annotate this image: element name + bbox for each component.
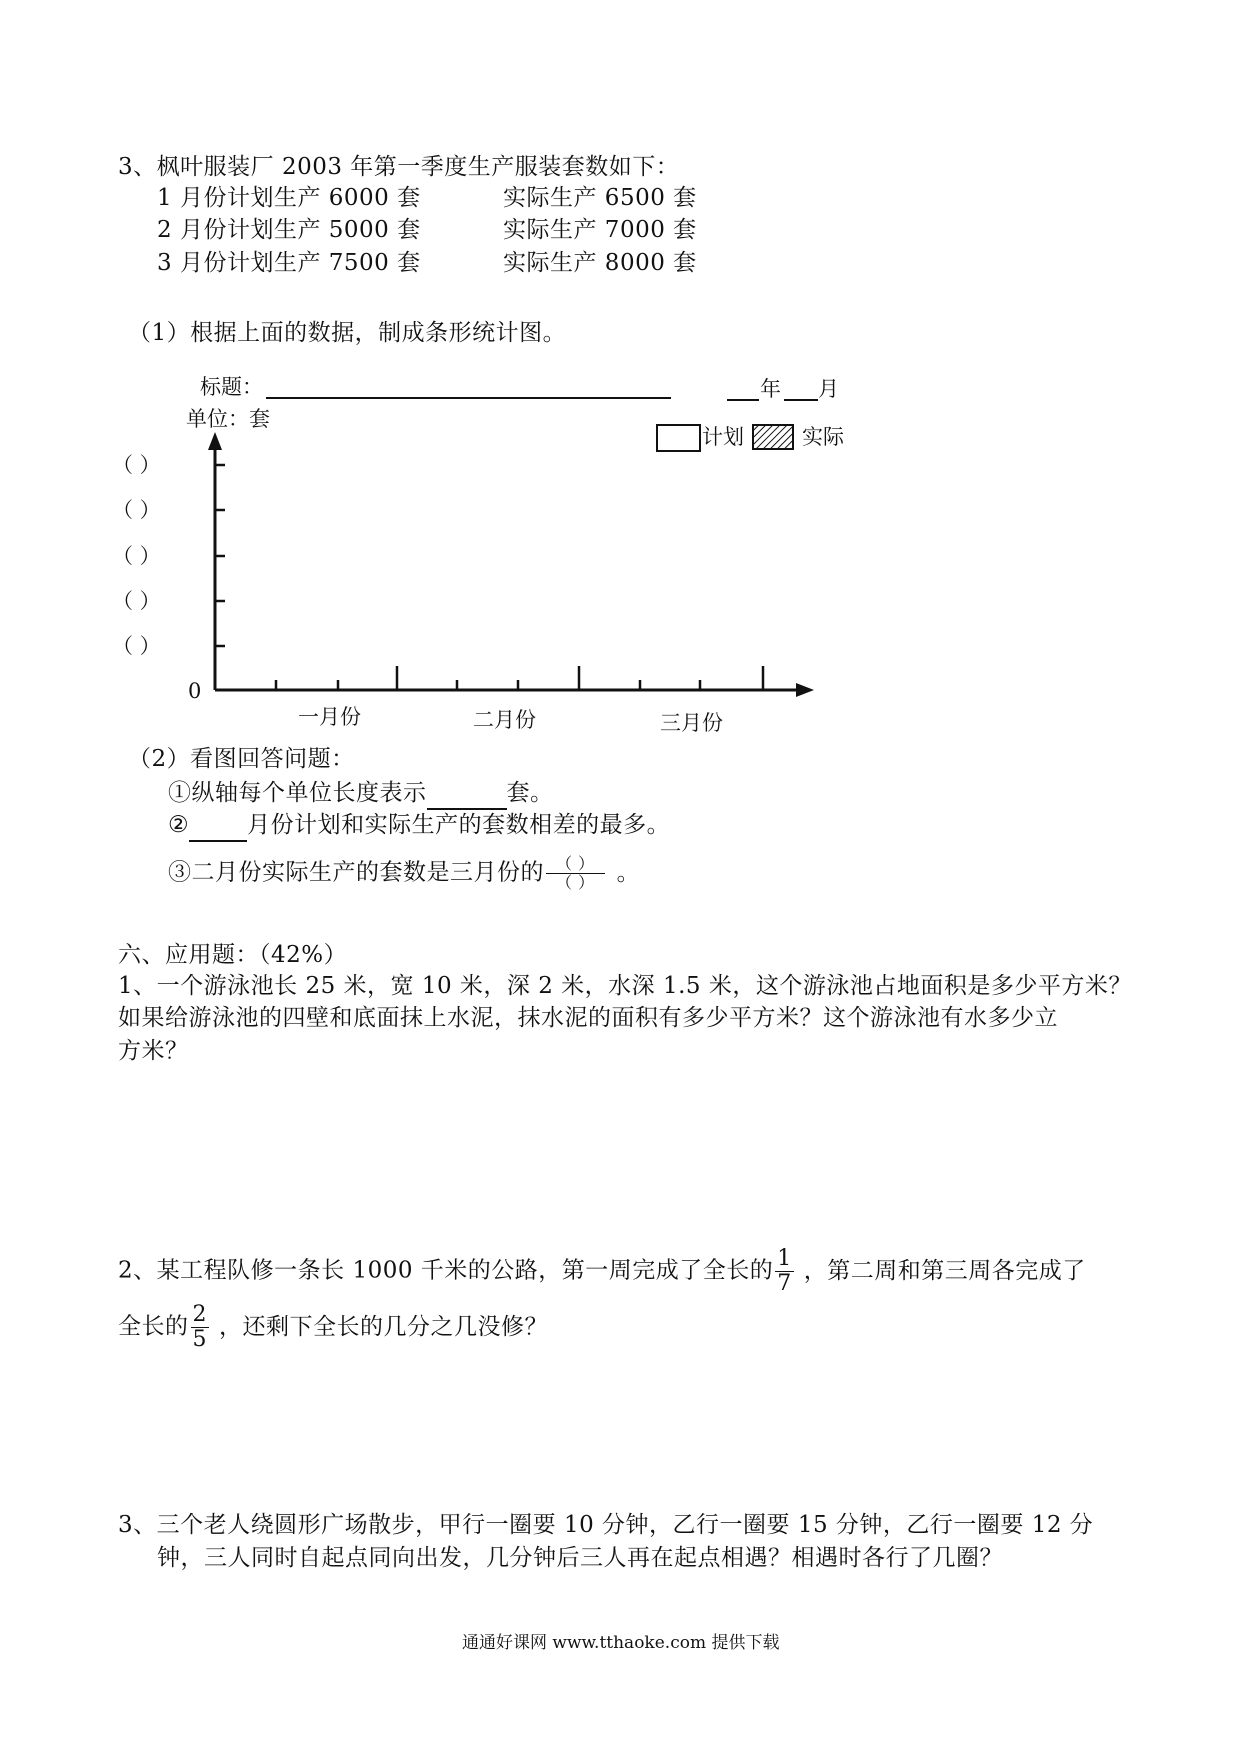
fraction-one-seventh-num: 1 <box>777 1246 792 1271</box>
answer-fraction-denominator[interactable]: （ ） <box>556 873 595 892</box>
q3-part2-b-post: 月份计划和实际生产的套数相差的最多。 <box>247 812 671 838</box>
problem-2-mid: ，第二周和第三周各完成了 <box>803 1257 1086 1284</box>
q3-title: 3、枫叶服装厂 2003 年第一季度生产服装套数如下： <box>118 154 680 180</box>
answer-fraction-numerator[interactable]: （ ） <box>546 855 605 874</box>
answer-fraction[interactable] <box>546 855 605 892</box>
x-label-jan: 一月份 <box>298 705 361 729</box>
y-origin-label: 0 <box>188 679 202 703</box>
problem-3-line-2: 钟，三人同时自起点同向出发，几分钟后三人再在起点相遇？相遇时各行了几圈？ <box>157 1545 1003 1571</box>
problem-1-line-3: 方米？ <box>118 1038 189 1064</box>
footer-credit: 通通好课网 www.tthaoke.com 提供下载 <box>462 1633 780 1653</box>
y-value-blank-3[interactable]: （ ） <box>112 544 161 568</box>
q3-row-1-actual: 实际生产 6500 套 <box>503 185 697 211</box>
q3-part2-c-post: 。 <box>616 859 641 886</box>
q3-part2-a-pre: ①纵轴每个单位长度表示 <box>168 780 427 806</box>
problem-1-line-1: 1、一个游泳池长 25 米，宽 10 米，深 2 米，水深 1.5 米，这个游泳池占地面积是多少平方米？ <box>118 973 1132 999</box>
month-label: 月 <box>818 377 839 401</box>
x-label-mar: 三月份 <box>660 711 723 735</box>
fraction-one-seventh <box>775 1247 794 1296</box>
y-value-blank-2[interactable]: （ ） <box>112 498 161 522</box>
problem-1-line-2: 如果给游泳池的四壁和底面抹上水泥，抹水泥的面积有多少平方米？这个游泳池有水多少立 <box>118 1005 1058 1031</box>
problem-2-post: ，还剩下全长的几分之几没修？ <box>219 1313 548 1340</box>
legend-actual-label: 实际 <box>802 425 844 449</box>
q3-row-1-plan: 1 月份计划生产 6000 套 <box>157 185 421 211</box>
y-value-blank-4[interactable]: （ ） <box>112 589 161 613</box>
chart-title-label: 标题： <box>200 375 263 399</box>
section6-title: 六、应用题：（42%） <box>118 942 348 968</box>
problem-2-line2-pre: 全长的 <box>118 1313 189 1340</box>
unit-label: 单位：套 <box>186 407 270 431</box>
fraction-two-fifths <box>191 1303 210 1352</box>
unit-length-blank[interactable] <box>427 778 507 810</box>
month-answer-blank[interactable] <box>189 810 247 842</box>
legend-plan-label: 计划 <box>702 425 744 449</box>
problem-2-line-2 <box>118 1303 548 1352</box>
y-axis-arrow <box>208 432 222 450</box>
x-axis-arrow <box>796 683 814 697</box>
problem-2-pre: 2、某工程队修一条长 1000 千米的公路，第一周完成了全长的 <box>118 1257 774 1284</box>
q3-row-3-actual: 实际生产 8000 套 <box>503 250 697 276</box>
q3-part2: （2）看图回答问题： <box>128 746 355 772</box>
q3-part2-c-pre: ③二月份实际生产的套数是三月份的 <box>168 859 544 886</box>
chart-axes <box>0 0 1240 760</box>
fraction-one-seventh-den: 7 <box>777 1271 792 1296</box>
q3-part2-a <box>168 778 554 810</box>
q3-row-2-actual: 实际生产 7000 套 <box>503 217 697 243</box>
fraction-two-fifths-num: 2 <box>192 1302 207 1327</box>
problem-3-line-1: 3、三个老人绕圆形广场散步，甲行一圈要 10 分钟，乙行一圈要 15 分钟，乙行一圈要 12 分 <box>118 1512 1094 1538</box>
q3-part2-b-pre: ② <box>168 812 190 838</box>
problem-2-line-1 <box>118 1247 1086 1296</box>
q3-part2-a-post: 套。 <box>506 780 554 806</box>
q3-row-3-plan: 3 月份计划生产 7500 套 <box>157 250 421 276</box>
x-label-feb: 二月份 <box>473 708 536 732</box>
q3-part2-c <box>168 855 640 892</box>
fraction-two-fifths-den: 5 <box>192 1327 207 1352</box>
y-value-blank-1[interactable]: （ ） <box>112 453 161 477</box>
y-value-blank-5[interactable]: （ ） <box>112 634 161 658</box>
q3-row-2-plan: 2 月份计划生产 5000 套 <box>157 217 421 243</box>
year-label: 年 <box>760 377 781 401</box>
q3-part1: （1）根据上面的数据，制成条形统计图。 <box>128 320 567 346</box>
q3-part2-b <box>168 810 670 842</box>
